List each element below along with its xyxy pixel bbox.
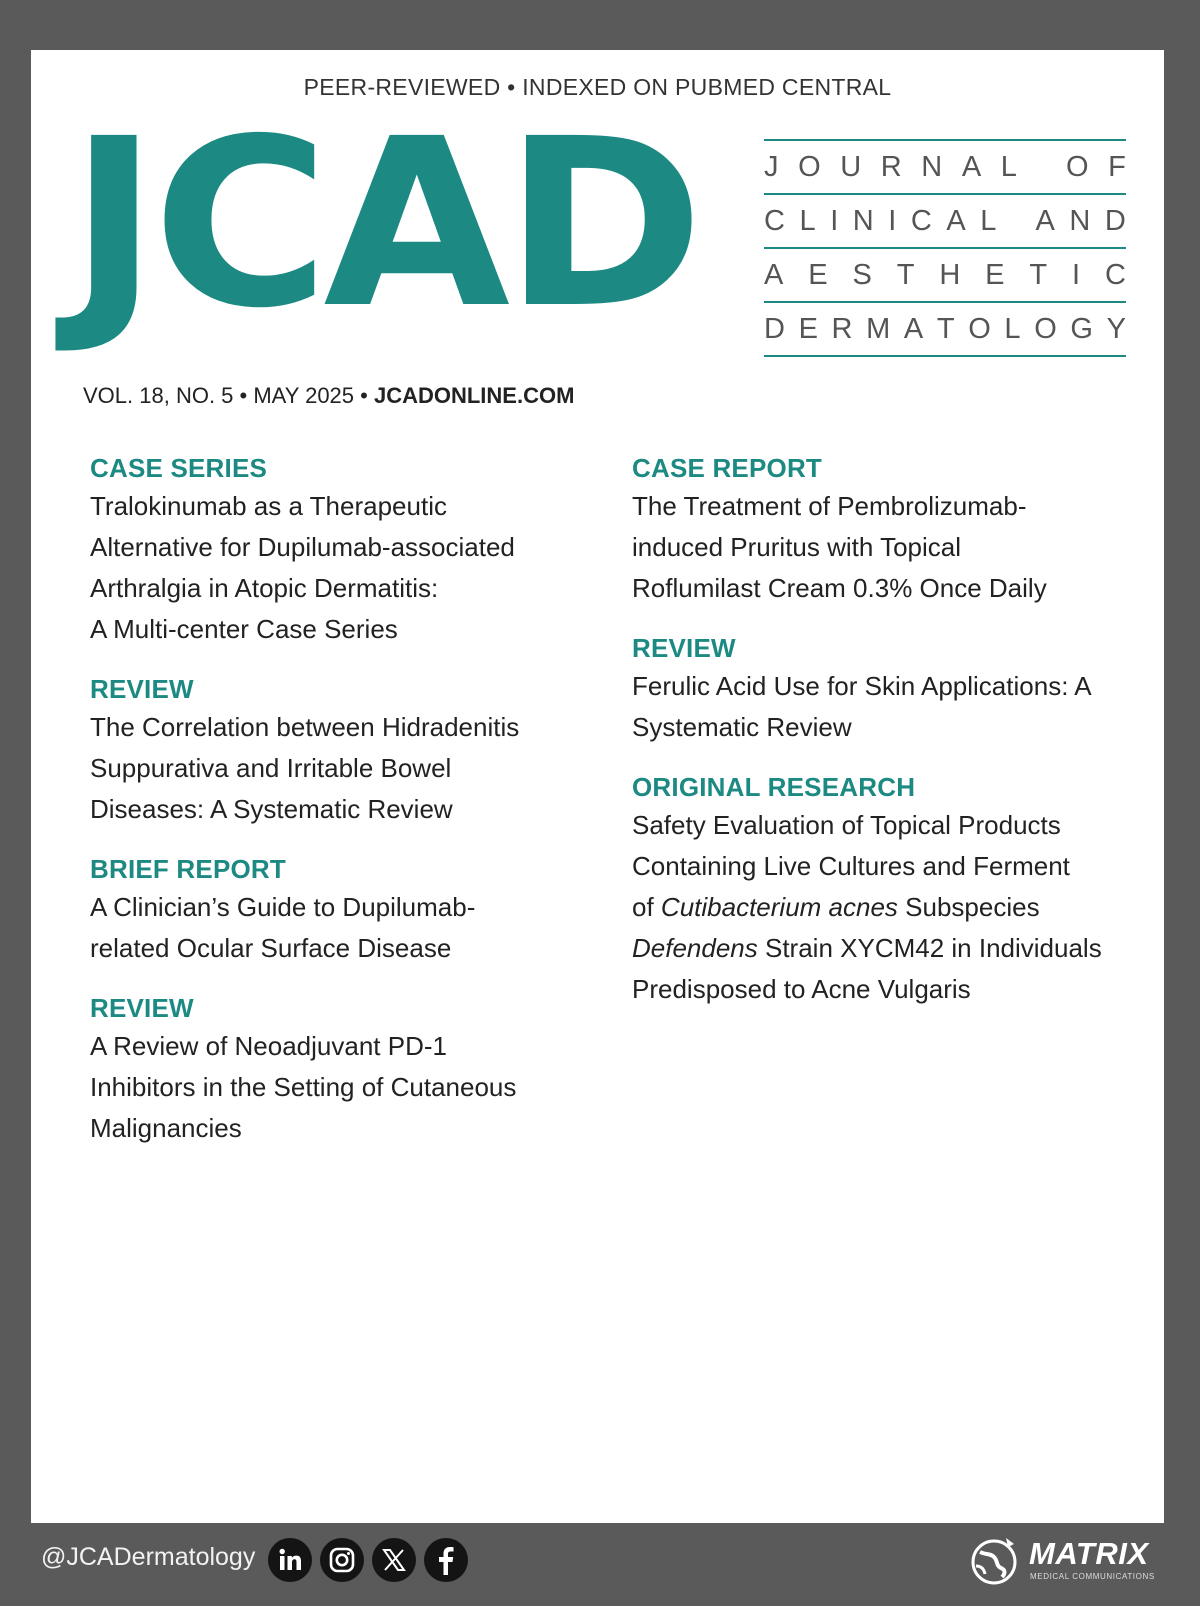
article-title-line: Containing Live Cultures and Ferment <box>632 851 1070 881</box>
article-title: Ferulic Acid Use for Skin Applications: A Systematic Review <box>632 671 1092 742</box>
article-title: The Correlation between Hidradenitis Suppurativa and Irritable Bowel Diseases: A Systematic Review <box>90 712 520 824</box>
article-entry[interactable] <box>90 990 560 1149</box>
volume-issue-date: VOL. 18, NO. 5 • MAY 2025 • <box>83 383 374 408</box>
article-entry[interactable] <box>90 671 560 830</box>
journal-name-line-1: J O U R N A L O F <box>764 150 1126 183</box>
article-entry[interactable] <box>632 769 1102 1010</box>
article-title-line: Safety Evaluation of Topical Products <box>632 810 1061 840</box>
matrix-brand: MATRIX <box>1029 1536 1149 1571</box>
article-category: ORIGINAL RESEARCH <box>632 772 916 802</box>
jcad-logo: JCAD <box>69 89 698 359</box>
globe-icon <box>966 1534 1028 1588</box>
journal-cover <box>31 50 1164 1523</box>
article-title: A Review of Neoadjuvant PD-1 Inhibitors in the Setting of Cutaneous Malignancies <box>90 1031 517 1143</box>
article-entry[interactable] <box>90 450 560 650</box>
journal-name-line-3: A E S T H E T I C <box>764 258 1126 291</box>
article-title-line: of Cutibacterium acnes Subspecies <box>632 892 1040 922</box>
journal-name-line-4: D E R M A T O L O G Y <box>764 312 1126 345</box>
article-entry[interactable] <box>90 851 560 969</box>
article-entry[interactable] <box>632 630 1102 748</box>
article-category: CASE SERIES <box>90 453 268 483</box>
website-link[interactable]: JCADONLINE.COM <box>373 383 575 408</box>
instagram-icon[interactable] <box>320 1538 364 1582</box>
article-entry[interactable] <box>632 450 1102 609</box>
article-title: Tralokinumab as a Therapeutic Alternative for Dupilumab-associated Arthralgia in Atopic Dermatitis: A Multi-center Case Series <box>90 491 515 644</box>
article-title <box>632 805 1102 1010</box>
right-article-column <box>632 450 1102 1031</box>
x-icon[interactable] <box>372 1538 416 1582</box>
left-article-column <box>90 450 560 1170</box>
volume-line <box>83 383 574 409</box>
matrix-subtitle: MEDICAL COMMUNICATIONS <box>1030 1572 1155 1581</box>
matrix-logo <box>966 1534 1166 1590</box>
facebook-icon[interactable] <box>424 1538 468 1582</box>
social-handle[interactable]: @JCADermatology <box>41 1543 256 1571</box>
article-category: BRIEF REPORT <box>90 854 286 884</box>
linkedin-icon[interactable] <box>268 1538 312 1582</box>
article-category: REVIEW <box>90 993 194 1023</box>
article-title-line: Defendens Strain XYCM42 in Individuals <box>632 933 1102 963</box>
article-title: A Clinician’s Guide to Dupilumab- related Ocular Surface Disease <box>90 892 476 963</box>
article-category: REVIEW <box>90 674 194 704</box>
article-category: CASE REPORT <box>632 453 823 483</box>
peer-review-line: PEER-REVIEWED • INDEXED ON PUBMED CENTRAL <box>303 74 892 100</box>
journal-name-line-2: C L I N I C A L A N D <box>764 204 1126 237</box>
article-title: The Treatment of Pembrolizumab- induced Pruritus with Topical Roflumilast Cream 0.3% Once Daily <box>632 491 1047 603</box>
journal-name-block <box>764 139 1126 357</box>
article-title-line: Predisposed to Acne Vulgaris <box>632 974 971 1004</box>
article-category: REVIEW <box>632 633 736 663</box>
